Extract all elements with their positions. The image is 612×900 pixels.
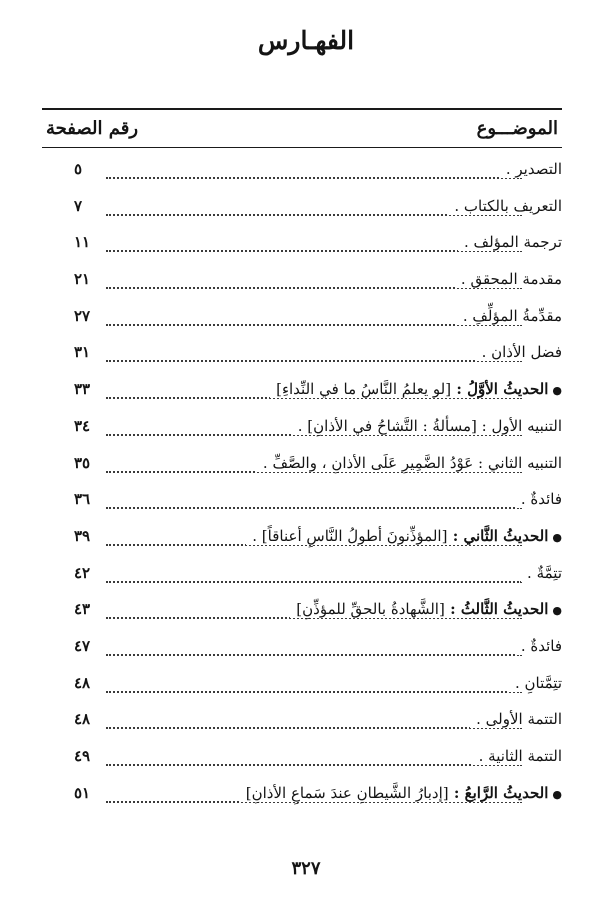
dot-leader [106, 177, 522, 179]
toc-entry-label: التتمة الثانية . [478, 747, 562, 765]
toc-entry [42, 301, 562, 338]
toc-entry-subtitle: [المؤذِّنونَ أطولُ النَّاسِ أعناقاً] . [252, 526, 448, 545]
toc-entry-title [257, 454, 562, 472]
toc-entry [42, 191, 562, 228]
toc-entry-title [448, 197, 562, 215]
table-of-contents [42, 154, 562, 814]
toc-entry-page-number: ٥١ [74, 783, 91, 802]
dot-leader [106, 764, 522, 766]
toc-entry-label: الحديثُ الثَّالثُ : [450, 600, 549, 619]
toc-entry-page-number: ٤٨ [74, 710, 91, 729]
toc-entry-title [270, 380, 562, 398]
toc-entry-page-number: ٤٣ [74, 600, 91, 619]
toc-entry-label: فائدةٌ . [520, 636, 562, 655]
toc-entry-label: التتمة الأولى . [476, 710, 562, 729]
toc-entry-label: الحديثُ الثَّاني : [452, 526, 549, 545]
toc-entry-subtitle: [لو يعلمُ النَّاسُ ما في النِّداءِ] [276, 380, 452, 399]
toc-entry-page-number: ٧ [74, 196, 83, 215]
toc-entry-title [470, 710, 562, 728]
toc-entry [42, 631, 562, 668]
page-folio-number: ٣٢٧ [291, 858, 321, 879]
toc-entry-page-number: ٤٨ [74, 673, 91, 692]
toc-entry [42, 264, 562, 301]
dot-leader [106, 507, 522, 509]
toc-entry [42, 558, 562, 595]
toc-entry-subtitle: [إدبارُ الشَّيطانِ عندَ سَماعِ الأذانِ] [245, 783, 449, 802]
bullet-icon: ● [552, 384, 562, 398]
toc-entry-title [515, 637, 562, 655]
toc-entry-page-number: ٣٣ [74, 380, 91, 399]
toc-entry-page-number: ٢١ [74, 270, 91, 289]
dot-leader [106, 654, 522, 656]
toc-entry-title [509, 674, 562, 692]
toc-entry-subtitle: [الشَّهادةُ بالحقِّ للمؤذِّنِ] [296, 600, 445, 619]
toc-entry-page-number: ٤٢ [74, 563, 91, 582]
toc-entry-label: مقدِّمةُ المؤلِّفِ . [462, 306, 562, 325]
toc-entry-title [457, 307, 562, 325]
toc-entry-page-number: ٣٥ [74, 453, 91, 472]
toc-entry-label: مقدمة المحقق . [460, 270, 562, 289]
toc-entry-title [240, 784, 562, 802]
toc-entry [42, 227, 562, 264]
toc-entry-page-number: ٣٩ [74, 526, 91, 545]
toc-entry-title [521, 564, 562, 582]
toc-entry-page-number: ٤٧ [74, 636, 91, 655]
toc-entry-page-number: ٣٦ [74, 490, 91, 509]
toc-entry [42, 778, 562, 815]
toc-entry-label: الحديثُ الرَّابعُ : [453, 783, 549, 802]
toc-entry [42, 741, 562, 778]
page-number-column-header: رقم الصفحة [46, 118, 139, 139]
bullet-icon: ● [552, 530, 562, 544]
toc-entry-label: التصدير . [505, 160, 562, 178]
toc-entry-label: ترجمة المؤلف . [464, 233, 562, 252]
toc-entry-label: تتِمَّتانِ . [514, 673, 562, 692]
toc-entry-title [500, 160, 562, 178]
toc-entry [42, 668, 562, 705]
toc-entry [42, 374, 562, 411]
dot-leader [106, 581, 522, 583]
toc-entry [42, 337, 562, 374]
table-header [42, 108, 562, 148]
dot-leader [106, 360, 522, 362]
toc-entry-page-number: ٥ [74, 160, 83, 178]
toc-entry [42, 411, 562, 448]
toc-entry-label: التنبيه الأول : [مسألةُ : التَّشاحُ في الأذانِ] . [297, 416, 562, 435]
bullet-icon: ● [552, 604, 562, 618]
toc-entry-title [246, 527, 562, 545]
topic-column-header: الموضـــوع [476, 118, 558, 139]
toc-entry-page-number: ٤٩ [74, 747, 91, 765]
toc-entry-page-number: ٢٧ [74, 306, 91, 325]
toc-entry-title [290, 600, 562, 618]
toc-entry-page-number: ١١ [74, 233, 91, 252]
toc-entry-title [455, 270, 562, 288]
toc-entry-title [515, 490, 562, 508]
toc-entry-label: الحديثُ الأوَّلُ : [456, 380, 549, 399]
toc-entry [42, 521, 562, 558]
toc-entry [42, 484, 562, 521]
toc-entry [42, 594, 562, 631]
dot-leader [106, 727, 522, 729]
toc-entry-title [476, 343, 562, 361]
toc-entry-label: فضل الأذان . [481, 343, 562, 362]
dot-leader [106, 691, 522, 693]
toc-entry-title [473, 747, 562, 765]
toc-entry-label: التنبيه الثاني : عَوْدُ الضَّمِيرِ عَلَى الأذانِ ، والصَّفِّ . [262, 453, 562, 472]
toc-entry-label: التعريف بالكتاب . [454, 196, 562, 215]
toc-entry-label: تتِمَّةٌ . [527, 563, 562, 582]
toc-entry-title [458, 233, 562, 251]
toc-entry-label: فائدةٌ . [520, 490, 562, 509]
toc-entry-page-number: ٣٤ [74, 416, 91, 435]
toc-entry-page-number: ٣١ [74, 343, 91, 362]
toc-entry [42, 448, 562, 485]
toc-entry-title [292, 417, 562, 435]
toc-entry [42, 704, 562, 741]
toc-entry [42, 154, 562, 191]
bullet-icon: ● [552, 787, 562, 801]
page-title: الفهـارس [257, 26, 355, 55]
